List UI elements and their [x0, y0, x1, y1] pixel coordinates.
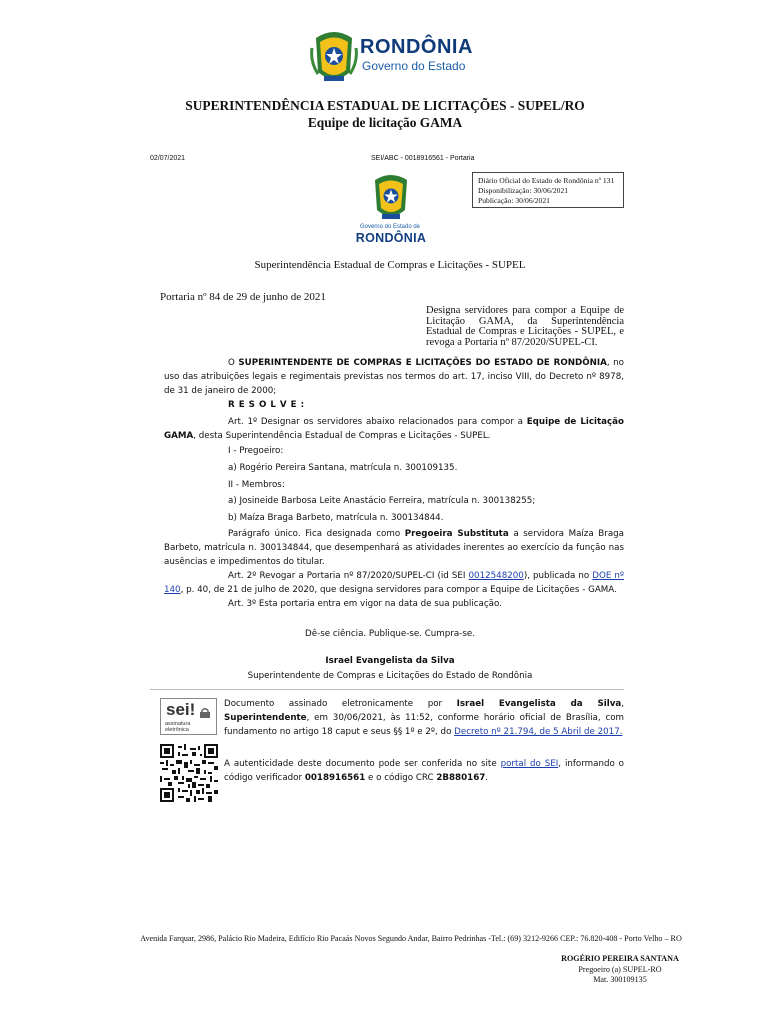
document-crest-icon [370, 172, 412, 222]
lock-icon [199, 708, 211, 718]
membro-item-b: b) Maíza Braga Barbeto, matrícula n. 300134844. [228, 513, 444, 523]
portaria-title: Portaria nº 84 de 29 de junho de 2021 [160, 291, 326, 303]
footer-signer-name: ROGÉRIO PEREIRA SANTANA [561, 954, 679, 963]
article-1: Art. 1º Designar os servidores abaixo relacionados para compor a Equipe de Licitação GAMA, desta Superintendência Estadual de Compras e Licitações - SUPEL. [164, 417, 624, 441]
diario-line-2: Disponibilização: 30/06/2021 [478, 186, 569, 195]
paragrafo-unico: Parágrafo único. Fica designada como Pregoeira Substituta a servidora Maíza Braga Barbeto, matrícula n. 300134844, que desempenhará as atividades inerentes ao exercício da função nas ausências e impedimentos do titular. [164, 529, 624, 567]
article-3: Art. 3º Esta portaria entra em vigor na data de sua publicação. [228, 599, 502, 609]
authenticity-statement: A autenticidade deste documento pode ser conferida no site portal do SEI, informando o código verificador 0018916561 e o código CRC 2B880167. [224, 759, 624, 783]
sei-logo-tagline: assinatura eletrônica [165, 721, 191, 733]
document-logo-gov: Governo do Estado de [359, 224, 421, 230]
closing-formula: Dê-se ciência. Publique-se. Cumpra-se. [305, 629, 475, 639]
resolve-heading: R E S O L V E : [228, 400, 305, 410]
pregoeiro-item: a) Rogério Pereira Santana, matrícula n. 300109135. [228, 463, 458, 473]
portal-sei-link[interactable]: portal do SEI [500, 759, 559, 769]
signature-statement: Documento assinado eletronicamente por Israel Evangelista da Silva, Superintendente, em 30/06/2021, às 11:52, conforme horário oficial de Brasília, com fundamento no artigo 18 caput e seus §§ 1º e 2º, do Decreto nº 21.794, de 5 Abril de 2017. [224, 699, 624, 737]
qr-code-icon [160, 744, 218, 802]
supel-heading: Superintendência Estadual de Compras e Licitações - SUPEL [254, 259, 526, 271]
state-crest-icon [310, 28, 358, 84]
signature-name: Israel Evangelista da Silva [456, 699, 622, 709]
article-1-team: Equipe de Licitação GAMA [164, 417, 624, 441]
doe-link[interactable]: DOE nº 140 [164, 571, 624, 595]
print-reference: SEI/ABC - 0018916561 - Portaria [371, 155, 475, 162]
sei-logo-word: sei! [166, 700, 196, 719]
page-title: SUPERINTENDÊNCIA ESTADUAL DE LICITAÇÕES - SUPEL/RO [185, 98, 585, 113]
diario-line-1: Diário Oficial do Estado de Rondônia nº 131 [478, 176, 615, 185]
signature-role: Superintendente [224, 713, 307, 723]
diario-oficial-box [472, 172, 624, 208]
footer-signer-role: Pregoeiro (a) SUPEL-RO [578, 965, 662, 974]
diario-line-3: Publicação: 30/06/2021 [478, 196, 550, 205]
print-date: 02/07/2021 [150, 155, 186, 162]
verifier-code: 0018916561 [304, 773, 366, 783]
signer-name: Israel Evangelista da Silva [325, 656, 455, 666]
document-logo-name: RONDÔNIA [355, 231, 427, 245]
pregoeira-substituta: Pregoeira Substituta [404, 529, 509, 539]
membro-item-a: a) Josineide Barbosa Leite Anastácio Ferreira, matrícula n. 300138255; [228, 496, 536, 506]
decreto-link[interactable]: Decreto nº 21.794, de 5 Abril de 2017. [454, 727, 623, 737]
signer-role: Superintendente de Compras e Licitações do Estado de Rondônia [247, 671, 533, 681]
ementa-text: Designa servidores para compor a Equipe de Licitação GAMA, da Superintendência Estadual de Compras e Licitações - SUPEL, e revoga a Portaria nº 87/2020/SUPEL-CI. [426, 305, 624, 348]
brand-subtitle: Governo do Estado [362, 59, 466, 73]
page-subtitle: Equipe de licitação GAMA [307, 115, 463, 130]
footer-address: Avenida Farquar, 2986, Palácio Rio Madeira, Edifício Rio Pacaás Novos Segundo Andar, Bairro Pedrinhas -Tel.: (69) 3212-9266 CEP.: 76.820-408 - Porto Velho – RO [140, 934, 682, 943]
section-membros: II - Membros: [228, 480, 285, 490]
signature-divider [150, 689, 624, 690]
section-pregoeiro: I - Pregoeiro: [228, 446, 284, 456]
brand-name: RONDÔNIA [360, 36, 473, 58]
crc-code: 2B880167 [436, 773, 486, 783]
preamble-paragraph: O SUPERINTENDENTE DE COMPRAS E LICITAÇÕES DO ESTADO DE RONDÔNIA, no uso das atribuições legais e regimentais previstas nos termos do art. 17, inciso VIII, do Decreto nº 8978, de 31 de janeiro de 2000; [164, 358, 624, 396]
sei-id-link[interactable]: 0012548200 [468, 571, 524, 581]
article-2: Art. 2º Revogar a Portaria nº 87/2020/SUPEL-CI (id SEI 0012548200), publicada no DOE nº 140, p. 40, de 21 de julho de 2020, que designa servidores para compor a Equipe de Licitações - GAMA. [164, 571, 624, 595]
footer-signer-matricula: Mat. 300109135 [593, 975, 647, 984]
preamble-authority: SUPERINTENDENTE DE COMPRAS E LICITAÇÕES DO ESTADO DE RONDÔNIA [238, 358, 607, 368]
